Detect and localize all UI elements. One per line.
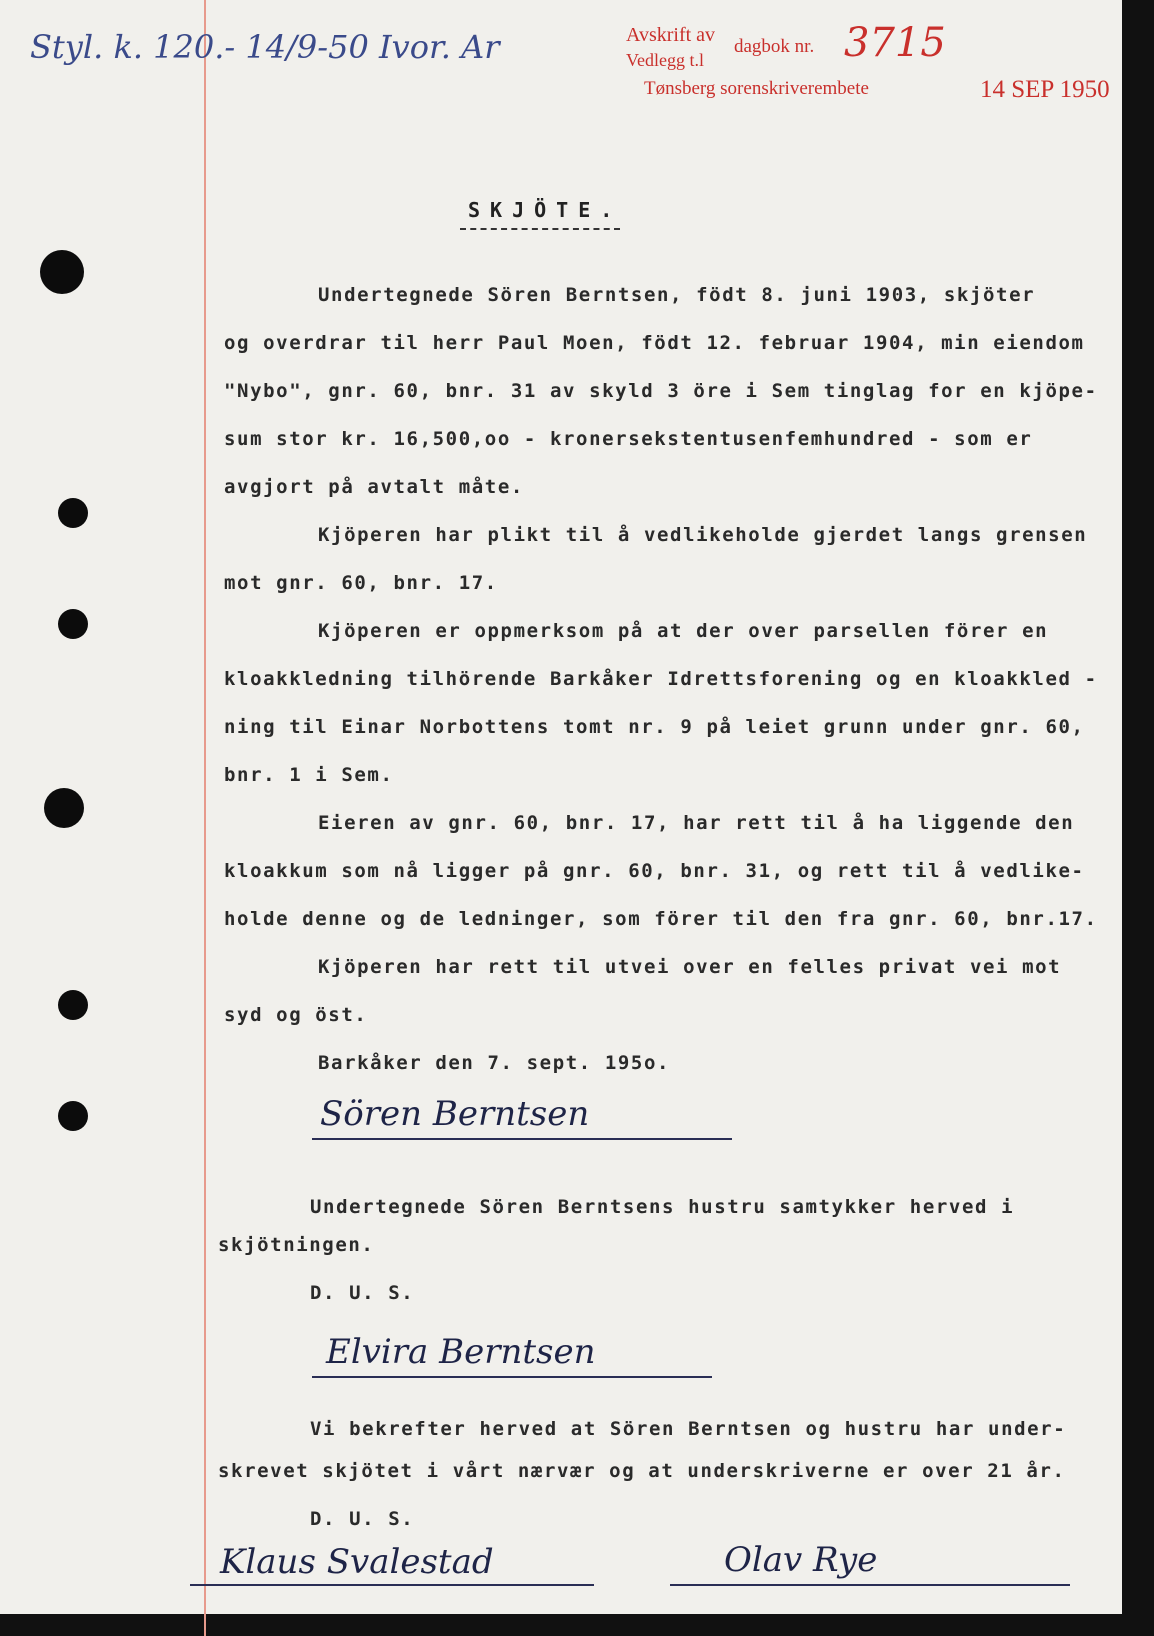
- body-line: syd og öst.: [224, 1004, 368, 1026]
- stamp-line2: Vedlegg t.l: [626, 50, 704, 70]
- punch-hole: [44, 788, 84, 828]
- dus-marker: D. U. S.: [310, 1282, 415, 1304]
- body-line: Eieren av gnr. 60, bnr. 17, har rett til å ha liggende den: [318, 812, 1075, 834]
- witness-line: skrevet skjötet i vårt nærvær og at underskriverne er over 21 år.: [218, 1460, 1066, 1482]
- body-line: ning til Einar Norbottens tomt nr. 9 på leiet grunn under gnr. 60,: [224, 716, 1085, 738]
- body-line: Kjöperen har rett til utvei over en felles privat vei mot: [318, 956, 1062, 978]
- place-date: Barkåker den 7. sept. 195o.: [318, 1052, 671, 1074]
- punch-hole: [58, 990, 88, 1020]
- body-line: kloakkum som nå ligger på gnr. 60, bnr. 31, og rett til å vedlike-: [224, 860, 1085, 882]
- date-stamp: 14 SEP 1950: [980, 76, 1110, 103]
- body-line: og overdrar til herr Paul Moen, födt 12. februar 1904, min eiendom: [224, 332, 1085, 354]
- stamp-line1-a: Avskrift av: [626, 24, 716, 46]
- margin-line: [204, 0, 206, 1636]
- signature-witness-2: Olav Rye: [724, 1540, 878, 1580]
- dus-marker: D. U. S.: [310, 1508, 415, 1530]
- body-line: mot gnr. 60, bnr. 17.: [224, 572, 498, 594]
- signature-line: [312, 1376, 712, 1378]
- title-underline: [460, 228, 620, 230]
- consent-line: Undertegnede Sören Berntsens hustru samtykker herved i: [310, 1196, 1015, 1218]
- body-line: Kjöperen har plikt til å vedlikeholde gjerdet langs grensen: [318, 524, 1088, 546]
- body-line: holde denne og de ledninger, som förer til den fra gnr. 60, bnr.17.: [224, 908, 1098, 930]
- witness-line: Vi bekrefter herved at Sören Berntsen og hustru har under-: [310, 1418, 1067, 1440]
- stamp-number: 3715: [844, 20, 946, 66]
- body-line: avgjort på avtalt måte.: [224, 476, 524, 498]
- body-line: "Nybo", gnr. 60, bnr. 31 av skyld 3 öre i Sem tinglag for en kjöpe-: [224, 380, 1098, 402]
- body-line: kloakkledning tilhörende Barkåker Idrettsforening og en kloakkled -: [224, 668, 1098, 690]
- signature-seller: Sören Berntsen: [320, 1094, 590, 1134]
- body-line: Kjöperen er oppmerksom på at der over parsellen förer en: [318, 620, 1049, 642]
- body-line: bnr. 1 i Sem.: [224, 764, 394, 786]
- punch-hole: [40, 250, 84, 294]
- scan-edge-right: [1122, 0, 1154, 1636]
- stamp-line1-b: dagbok nr.: [734, 36, 815, 57]
- scan-edge-bottom: [0, 1614, 1154, 1636]
- stamp-line3: Tønsberg sorenskriverembete: [644, 78, 869, 99]
- signature-line: [670, 1584, 1070, 1586]
- signature-line: [312, 1138, 732, 1140]
- punch-hole: [58, 1101, 88, 1131]
- margin-note: Styl. k. 120.- 14/9-50 Ivor. Ar: [30, 28, 500, 66]
- signature-line: [190, 1584, 594, 1586]
- punch-hole: [58, 609, 88, 639]
- document-title: SKJÖTE.: [468, 198, 623, 222]
- signature-spouse: Elvira Berntsen: [326, 1332, 596, 1372]
- body-line: Undertegnede Sören Berntsen, födt 8. juni 1903, skjöter: [318, 284, 1036, 306]
- signature-witness-1: Klaus Svalestad: [220, 1542, 494, 1582]
- consent-line: skjötningen.: [218, 1234, 375, 1256]
- punch-hole: [58, 498, 88, 528]
- body-line: sum stor kr. 16,500,oo - kronersekstentusenfemhundred - som er: [224, 428, 1033, 450]
